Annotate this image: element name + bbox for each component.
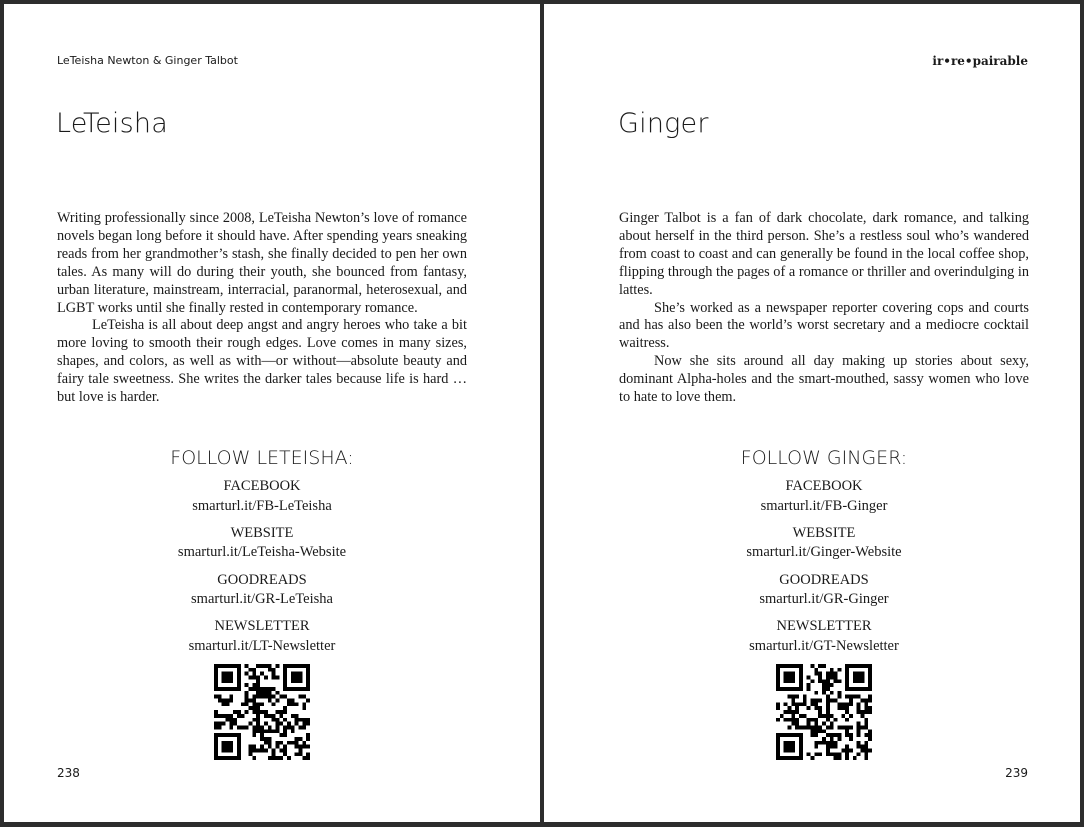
link-label: WEBSITE [792, 524, 856, 541]
link-url[interactable]: smarturl.it/GT-Newsletter [749, 637, 899, 654]
link-url[interactable]: smarturl.it/Ginger-Website [746, 544, 902, 561]
link-url[interactable]: smarturl.it/GR-LeTeisha [191, 591, 333, 608]
link-label: WEBSITE [230, 524, 294, 541]
page-number: 238 [57, 766, 80, 780]
page-number: 239 [1005, 766, 1028, 780]
link-label: FACEBOOK [785, 478, 863, 494]
left-page [4, 4, 540, 822]
link-goodreads [619, 571, 1029, 618]
link-url[interactable]: smarturl.it/FB-Ginger [760, 497, 888, 514]
follow-heading: FOLLOW GINGER: [740, 447, 908, 469]
link-label: GOODREADS [779, 571, 869, 588]
link-url[interactable]: smarturl.it/LT-Newsletter [188, 637, 336, 654]
follow-section [57, 445, 467, 760]
author-name: Ginger [618, 108, 709, 139]
bio-paragraph: Ginger Talbot is a fan of dark chocolate, dark romance, and talking about herself in the third person. She’s a restless soul who’s wandered from coast to coast and can generally be found in the local coffee shop, flipping through the pages of a romance or thriller and overindulging in lattes. [619, 210, 1029, 298]
link-goodreads [57, 571, 467, 618]
running-head: ir•re•pairable [932, 54, 1028, 68]
link-website [619, 524, 1029, 571]
link-label: NEWSLETTER [214, 618, 310, 635]
bio-paragraph: LeTeisha is all about deep angst and angry heroes who take a bit more loving to smooth their rough edges. Love comes in many sizes, shapes, and colors, as well as with—or without—absolute beauty and fairy tale sweetness. She writes the darker tales because life is hard … but love is harder. [57, 317, 467, 406]
link-label: FACEBOOK [223, 478, 301, 494]
follow-heading: FOLLOW LETEISHA: [170, 447, 354, 469]
author-bio [619, 210, 1029, 407]
link-facebook [619, 477, 1029, 524]
author-bio [57, 210, 467, 407]
link-facebook [57, 477, 467, 524]
running-head: LeTeisha Newton & Ginger Talbot [57, 54, 238, 67]
bio-paragraph: She’s worked as a newspaper reporter covering cops and courts and has also been the world’s worst secretary and a mediocre cocktail waitress. [619, 299, 1029, 352]
link-label: GOODREADS [217, 571, 307, 588]
link-newsletter [57, 617, 467, 664]
link-url[interactable]: smarturl.it/FB-LeTeisha [192, 497, 332, 514]
follow-section [619, 445, 1029, 760]
qr-code-icon[interactable] [214, 664, 310, 760]
link-url[interactable]: smarturl.it/LeTeisha-Website [177, 544, 347, 561]
link-newsletter [619, 617, 1029, 664]
author-name: LeTeisha [56, 108, 168, 139]
link-label: NEWSLETTER [776, 618, 872, 635]
bio-paragraph: Writing professionally since 2008, LeTeisha Newton’s love of romance novels began long before it should have. After spending years sneaking reads from her grandmother’s stash, she finally decided to pen her own tales. As many will do during their youth, she bounced from fantasy, urban literature, mainstream, interracial, paranormal, heterosexual, and LGBT works until she finally rested in contemporary romance. [57, 210, 467, 316]
bio-paragraph: Now she sits around all day making up stories about sexy, dominant Alpha-holes and the smart-mouthed, sassy women who love to hate to love them. [619, 353, 1029, 406]
right-page [544, 4, 1080, 822]
qr-code-icon[interactable] [776, 664, 872, 760]
link-url[interactable]: smarturl.it/GR-Ginger [759, 591, 889, 608]
link-website [57, 524, 467, 571]
